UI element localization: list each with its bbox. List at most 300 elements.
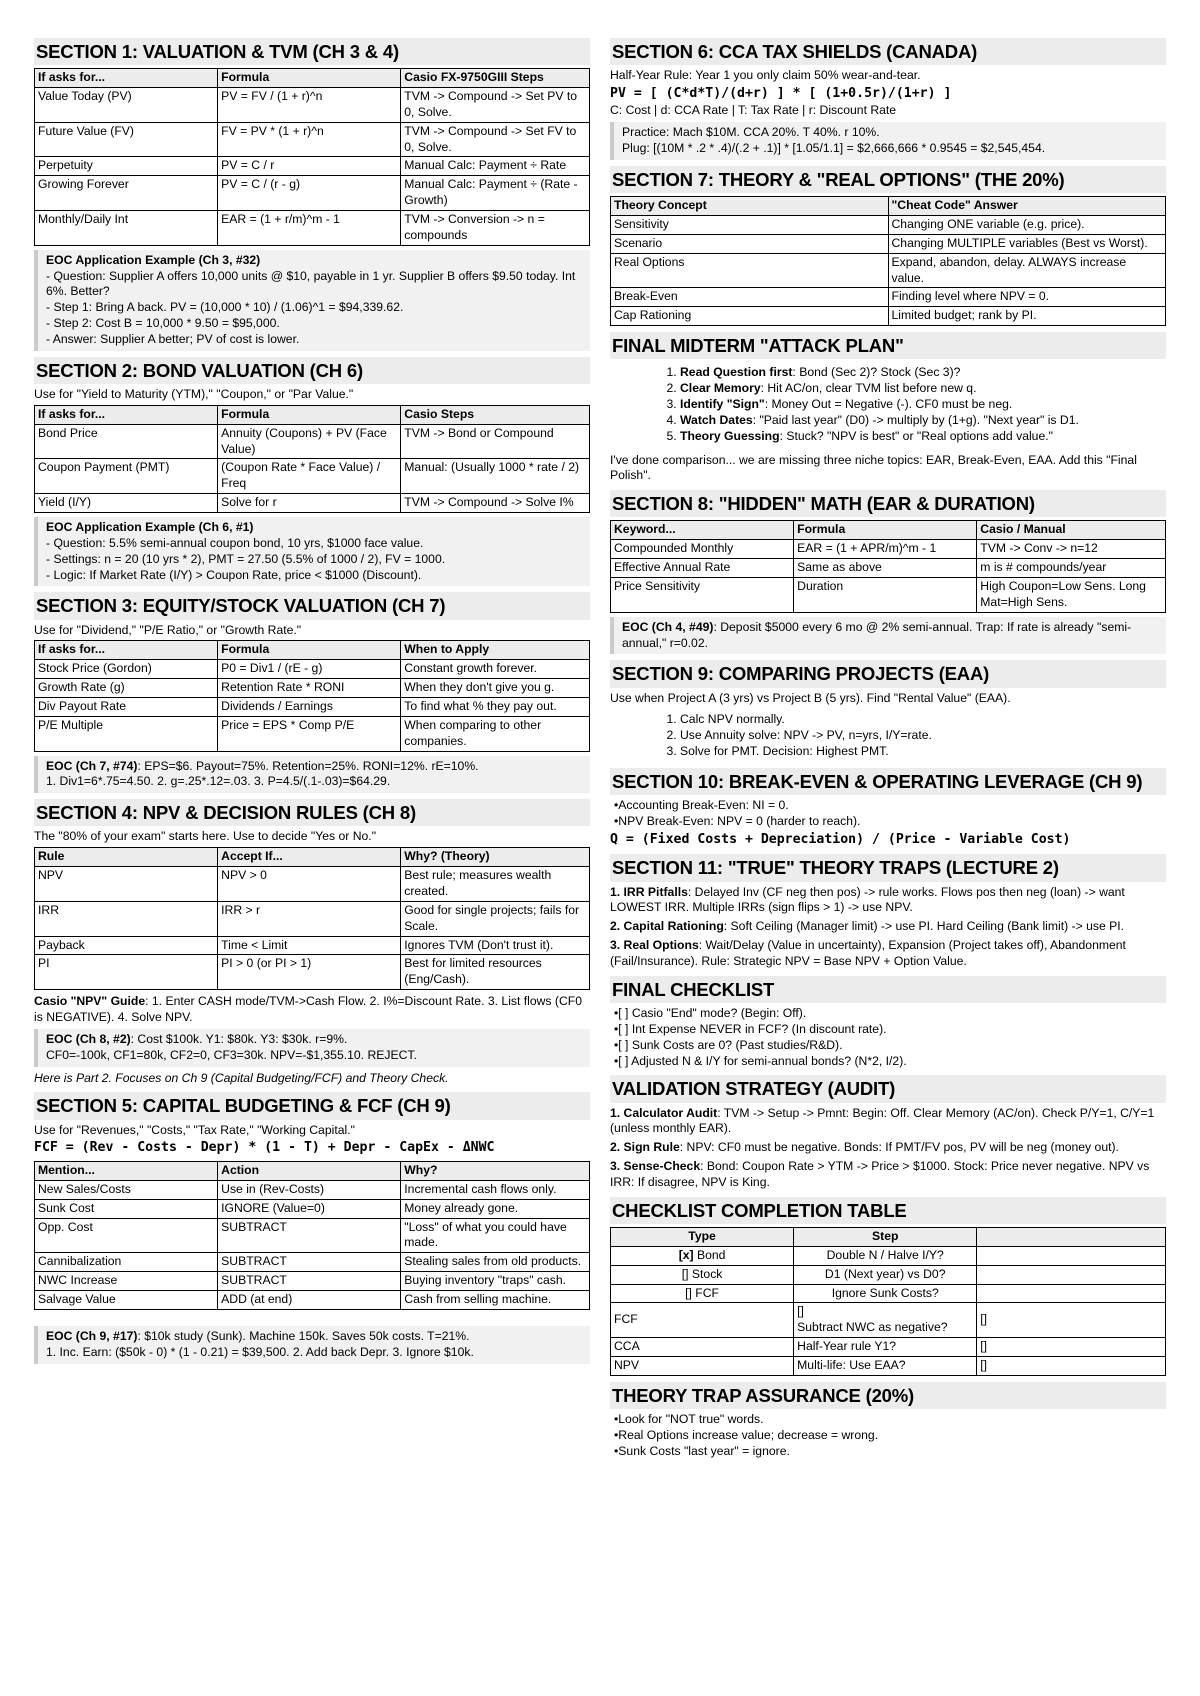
cell: NPV: [611, 1356, 794, 1375]
cell: Dividends / Earnings: [218, 698, 401, 717]
eoc-title: EOC Application Example (Ch 6, #1): [46, 520, 254, 535]
eoc-line: - Question: 5.5% semi-annual coupon bond, 10 yrs, $1000 face value.: [46, 535, 424, 550]
bond-table: [34, 405, 590, 513]
cell: FCF: [611, 1303, 794, 1338]
col-header: Casio FX-9750GIII Steps: [401, 69, 590, 88]
step-text: Subtract NWC as negative?: [797, 1320, 948, 1335]
cell: NPV: [35, 867, 218, 902]
casio-npv-guide: [34, 994, 590, 1026]
theory-trap-assurance: [610, 1382, 1166, 1460]
item-text: : Bond (Sec 2)? Stock (Sec 3)?: [792, 365, 961, 380]
section-5: [34, 1092, 590, 1363]
eoc-line: - Step 2: Cost B = 10,000 * 9.50 = $95,000.: [46, 316, 280, 331]
item-text: : Stuck? "NPV is best" or "Real options add value.": [779, 428, 1053, 443]
cell: High Coupon=Low Sens. Long Mat=High Sens.: [977, 578, 1166, 613]
cell: Sensitivity: [611, 216, 889, 235]
cell: Stock Price (Gordon): [35, 660, 218, 679]
table-row: [35, 211, 590, 246]
plug-line: Plug: [(10M * .2 * .4)/(.2 + .1)] * [1.05/1.1] = $2,666,666 * 0.9545 = $2,545,454.: [622, 141, 1046, 156]
list-item: • [ ] Int Expense NEVER in FCF? (In discount rate).: [614, 1022, 1166, 1038]
table-row: [611, 1284, 1166, 1303]
cell: [977, 1284, 1166, 1303]
trap-item: [610, 919, 1166, 935]
table-row: [611, 253, 1166, 288]
table-row: [35, 955, 590, 990]
cell: ADD (at end): [218, 1290, 401, 1309]
cell: m is # compounds/year: [977, 559, 1166, 578]
section-intro: The "80% of your exam" starts here. Use to decide "Yes or No.": [34, 829, 377, 844]
section-7: [610, 166, 1166, 326]
cell: Buying inventory "traps" cash.: [401, 1272, 590, 1291]
cell: Bond Price: [35, 424, 218, 459]
eoc-title: EOC (Ch 8, #2): [46, 1031, 131, 1046]
theory-table: [610, 196, 1166, 326]
table-row: [611, 1265, 1166, 1284]
cell: Incremental cash flows only.: [401, 1180, 590, 1199]
cell: [977, 1265, 1166, 1284]
list-item: • Look for "NOT true" words.: [614, 1412, 1166, 1428]
col-header: Accept If...: [218, 848, 401, 867]
item-label: Identify "Sign": [680, 397, 765, 412]
list-item: [680, 365, 1166, 381]
assurance-title: THEORY TRAP ASSURANCE (20%): [610, 1382, 1166, 1409]
trap-label: 3. Real Options: [610, 938, 699, 953]
practice-line: Practice: Mach $10M. CCA 20%. T 40%. r 10%.: [622, 125, 880, 140]
section-intro: Use when Project A (3 yrs) vs Project B (5 yrs). Find "Rental Value" (EAA).: [610, 690, 1011, 705]
item-label: Clear Memory: [680, 381, 761, 396]
comparison-note: I've done comparison... we are missing three niche topics: EAR, Break-Even, EAA. Add this "Final Polish".: [610, 452, 1137, 483]
eoc-line: [46, 1032, 584, 1048]
validation-item: [610, 1106, 1166, 1138]
tvm-table: [34, 68, 590, 246]
trap-label: 1. IRR Pitfalls: [610, 884, 688, 899]
cell: SUBTRACT: [218, 1218, 401, 1253]
validation-item: [610, 1140, 1166, 1156]
list-item: 2. Use Annuity solve: NPV -> PV, n=yrs, I/Y=rate.: [680, 728, 1166, 744]
validation-title: VALIDATION STRATEGY (AUDIT): [610, 1075, 1166, 1102]
table-row: [35, 1253, 590, 1272]
section-2: [34, 357, 590, 587]
table-row: [35, 1272, 590, 1291]
table-row: [35, 176, 590, 211]
trap-text: : Soft Ceiling (Manager limit) -> use PI. Hard Ceiling (Bank limit) -> use PI.: [723, 919, 1125, 934]
cell: Limited budget; rank by PI.: [888, 307, 1166, 326]
cell: Compounded Monthly: [611, 540, 794, 559]
cell: P/E Multiple: [35, 716, 218, 751]
cell: Duration: [794, 578, 977, 613]
item-text: : Hit AC/on, clear TVM list before new q.: [760, 381, 977, 396]
cell: Future Value (FV): [35, 122, 218, 157]
final-checklist: [610, 976, 1166, 1070]
eoc-line: - Logic: If Market Rate (I/Y) > Coupon Rate, price < $1000 (Discount).: [46, 567, 422, 582]
item-label: Watch Dates: [680, 412, 753, 427]
trap-text: : Wait/Delay (Value in uncertainty), Expansion (Project takes off), Abandonment (Fail/Insurance). Rule: Strategic NPV = Base NPV + Option Value.: [610, 938, 1126, 968]
eoc-example-box: [34, 250, 590, 351]
cell: IRR: [35, 901, 218, 936]
eoc-line: 1. Div1=6*.75=4.50. 2. g=.25*.12=.03. 3. P=4.5/(.1-.03)=$64.29.: [46, 774, 391, 789]
cell: PV = C / r: [218, 157, 401, 176]
validation-item: [610, 1159, 1166, 1191]
cell: NWC Increase: [35, 1272, 218, 1291]
table-row: [35, 660, 590, 679]
cell: Time < Limit: [218, 936, 401, 955]
eoc-line: - Question: Supplier A offers 10,000 units @ $10, payable in 1 yr. Supplier B offers $9.50 today. Int 6%. Better?: [46, 268, 576, 299]
cell: SUBTRACT: [218, 1253, 401, 1272]
table-row: [35, 1180, 590, 1199]
equity-table: [34, 640, 590, 751]
fcf-table: [34, 1161, 590, 1310]
col-header: Formula: [794, 521, 977, 540]
cell: NPV > 0: [218, 867, 401, 902]
section-9: [610, 660, 1166, 760]
cell: []: [977, 1303, 1166, 1338]
table-row: [35, 459, 590, 494]
col-header: Rule: [35, 848, 218, 867]
eoc-text: : EPS=$6. Payout=75%. Retention=25%. RONI=12%. rE=10%.: [137, 758, 479, 773]
left-column: [34, 38, 590, 1696]
eoc-example-box: [34, 1029, 590, 1067]
eoc-line: [622, 620, 1160, 652]
col-header: When to Apply: [401, 641, 590, 660]
cca-legend: C: Cost | d: CCA Rate | T: Tax Rate | r: Discount Rate: [610, 103, 897, 118]
section-6: [610, 38, 1166, 160]
col-header: Step: [794, 1227, 977, 1246]
eoc-text: : Deposit $5000 every 6 mo @ 2% semi-annual. Trap: If rate is already "semi-annual," r=0.02.: [622, 619, 1132, 650]
validation-text: : TVM -> Setup -> Pmnt: Begin: Off. Clear Memory (AC/on). Check P/Y=1, C/Y=1 (unless monthly EAR).: [610, 1105, 1155, 1136]
checklist-list: [614, 1006, 1166, 1069]
cell: "Loss" of what you could have made.: [401, 1218, 590, 1253]
section-2-title: SECTION 2: BOND VALUATION (CH 6): [34, 357, 590, 384]
part-2-note: Here is Part 2. Focuses on Ch 9 (Capital Budgeting/FCF) and Theory Check.: [34, 1070, 449, 1085]
cell: Finding level where NPV = 0.: [888, 288, 1166, 307]
section-intro: Use for "Dividend," "P/E Ratio," or "Growth Rate.": [34, 622, 302, 637]
cell: Real Options: [611, 253, 889, 288]
cell: [611, 1246, 794, 1265]
attack-plan-list: [680, 365, 1166, 444]
table-row: [35, 1218, 590, 1253]
section-7-title: SECTION 7: THEORY & "REAL OPTIONS" (THE 20%): [610, 166, 1166, 193]
eoc-text: : Cost $100k. Y1: $80k. Y3: $30k. r=9%.: [130, 1031, 348, 1046]
table-header-row: [35, 641, 590, 660]
cell: Opp. Cost: [35, 1218, 218, 1253]
section-6-title: SECTION 6: CCA TAX SHIELDS (CANADA): [610, 38, 1166, 65]
cell: FV = PV * (1 + r)^n: [218, 122, 401, 157]
cell: IRR > r: [218, 901, 401, 936]
cell: [977, 1246, 1166, 1265]
validation-text: : NPV: CF0 must be negative. Bonds: If PMT/FV pos, PV will be neg (money out).: [679, 1140, 1119, 1155]
cell: IGNORE (Value=0): [218, 1199, 401, 1218]
cell: Changing MULTIPLE variables (Best vs Worst).: [888, 234, 1166, 253]
section-4: [34, 799, 590, 1086]
table-header-row: [35, 405, 590, 424]
cell: TVM -> Conv -> n=12: [977, 540, 1166, 559]
table-row: [35, 679, 590, 698]
break-even-formula: Q = (Fixed Costs + Depreciation) / (Price - Variable Cost): [610, 831, 1071, 847]
section-10: [610, 768, 1166, 848]
attack-plan-title: FINAL MIDTERM "ATTACK PLAN": [610, 332, 1166, 359]
cell: Manual Calc: Payment ÷ (Rate - Growth): [401, 176, 590, 211]
cell: Multi-life: Use EAA?: [794, 1356, 977, 1375]
list-item: • [ ] Sunk Costs are 0? (Past studies/R&D).: [614, 1038, 1166, 1054]
validation-label: 3. Sense-Check: [610, 1159, 701, 1174]
guide-text: : 1. Enter CASH mode/TVM->Cash Flow. 2. I%=Discount Rate. 3. List flows (CF0 is NEGATIVE). 4. Solve NPV.: [34, 994, 582, 1025]
type-text: Bond: [693, 1247, 726, 1262]
section-11-title: SECTION 11: "TRUE" THEORY TRAPS (LECTURE 2): [610, 854, 1166, 881]
table-row: [611, 578, 1166, 613]
trap-item: [610, 938, 1166, 970]
cell: When they don't give you g.: [401, 679, 590, 698]
eoc-example-box: [610, 617, 1166, 655]
table-row: [611, 540, 1166, 559]
cell: TVM -> Bond or Compound: [401, 424, 590, 459]
list-item: 1. Calc NPV normally.: [680, 712, 1166, 728]
cell: Perpetuity: [35, 157, 218, 176]
cell: [794, 1303, 977, 1338]
list-item: [680, 429, 1166, 445]
cell: TVM -> Conversion -> n = compounds: [401, 211, 590, 246]
cell: Changing ONE variable (e.g. price).: [888, 216, 1166, 235]
npv-rules-table: [34, 847, 590, 990]
cell: Good for single projects; fails for Scale.: [401, 901, 590, 936]
table-row: [611, 1338, 1166, 1357]
cell: Growth Rate (g): [35, 679, 218, 698]
cell: Price = EPS * Comp P/E: [218, 716, 401, 751]
validation-label: 2. Sign Rule: [610, 1140, 680, 1155]
cell: New Sales/Costs: [35, 1180, 218, 1199]
validation-label: 1. Calculator Audit: [610, 1105, 718, 1120]
table-header-row: [611, 197, 1166, 216]
eoc-line: CF0=-100k, CF1=80k, CF2=0, CF3=30k. NPV=-$1,355.10. REJECT.: [46, 1047, 417, 1062]
col-header: Theory Concept: [611, 197, 889, 216]
table-row: [611, 559, 1166, 578]
eaa-steps-list: [680, 712, 1166, 760]
list-item: [680, 397, 1166, 413]
section-1-title: SECTION 1: VALUATION & TVM (CH 3 & 4): [34, 38, 590, 65]
cell: TVM -> Compound -> Set PV to 0, Solve.: [401, 87, 590, 122]
cell: []: [977, 1356, 1166, 1375]
cell: D1 (Next year) vs D0?: [794, 1265, 977, 1284]
section-intro: Half-Year Rule: Year 1 you only claim 50% wear-and-tear.: [610, 68, 921, 83]
item-label: Theory Guessing: [680, 428, 780, 443]
list-item: [680, 413, 1166, 429]
cca-formula: PV = [ (C*d*T)/(d+r) ] * [ (1+0.5r)/(1+r) ]: [610, 85, 952, 101]
table-row: [611, 307, 1166, 326]
table-header-row: [35, 69, 590, 88]
cell: P0 = Div1 / (rE - g): [218, 660, 401, 679]
cell: Half-Year rule Y1?: [794, 1338, 977, 1357]
trap-label: 2. Capital Rationing: [610, 919, 724, 934]
completion-title: CHECKLIST COMPLETION TABLE: [610, 1197, 1166, 1224]
table-row: [611, 234, 1166, 253]
list-item: • Accounting Break-Even: NI = 0.: [614, 798, 1166, 814]
cell: Manual: (Usually 1000 * rate / 2): [401, 459, 590, 494]
cell: Growing Forever: [35, 176, 218, 211]
table-row: [35, 1199, 590, 1218]
eoc-example-box: [34, 517, 590, 586]
cell: Best for limited resources (Eng/Cash).: [401, 955, 590, 990]
cell: []: [977, 1338, 1166, 1357]
cell: SUBTRACT: [218, 1272, 401, 1291]
item-label: Read Question first: [680, 365, 793, 380]
col-header: "Cheat Code" Answer: [888, 197, 1166, 216]
eoc-line: - Step 1: Bring A back. PV = (10,000 * 10) / (1.06)^1 = $94,339.62.: [46, 300, 404, 315]
assurance-list: [614, 1412, 1166, 1460]
cell: Coupon Payment (PMT): [35, 459, 218, 494]
completion-table: [610, 1227, 1166, 1376]
col-header: If asks for...: [35, 69, 218, 88]
col-header: Formula: [218, 405, 401, 424]
table-row: [611, 288, 1166, 307]
final-checklist-title: FINAL CHECKLIST: [610, 976, 1166, 1003]
break-even-list: [614, 798, 1166, 830]
table-header-row: [611, 521, 1166, 540]
eoc-line: [46, 1329, 584, 1345]
table-row: [35, 901, 590, 936]
table-row: [35, 936, 590, 955]
table-header-row: [35, 1161, 590, 1180]
cell: TVM -> Compound -> Set FV to 0, Solve.: [401, 122, 590, 157]
section-10-title: SECTION 10: BREAK-EVEN & OPERATING LEVERAGE (CH 9): [610, 768, 1166, 795]
cell: Break-Even: [611, 288, 889, 307]
item-text: : Money Out = Negative (-). CF0 must be neg.: [764, 397, 1013, 412]
section-3-title: SECTION 3: EQUITY/STOCK VALUATION (CH 7): [34, 592, 590, 619]
cell: Use in (Rev-Costs): [218, 1180, 401, 1199]
col-header: Type: [611, 1227, 794, 1246]
section-8-title: SECTION 8: "HIDDEN" MATH (EAR & DURATION): [610, 490, 1166, 517]
eoc-line: - Answer: Supplier A better; PV of cost is lower.: [46, 332, 300, 347]
item-text: : "Paid last year" (D0) -> multiply by (1+g). "Next year" is D1.: [752, 412, 1079, 427]
list-item: • NPV Break-Even: NPV = 0 (harder to reach).: [614, 814, 1166, 830]
list-item: • [ ] Casio "End" mode? (Begin: Off).: [614, 1006, 1166, 1022]
eoc-title: EOC (Ch 7, #74): [46, 758, 138, 773]
section-4-title: SECTION 4: NPV & DECISION RULES (CH 8): [34, 799, 590, 826]
table-row: [35, 424, 590, 459]
cell: [] Stock: [611, 1265, 794, 1284]
eoc-example-box: [34, 1326, 590, 1364]
guide-label: Casio "NPV" Guide: [34, 994, 146, 1009]
trap-text: : Delayed Inv (CF neg then pos) -> rule works. Flows pos then neg (loan) -> want LOWEST IRR. Multiple IRRs (sign flips > 1) -> use NPV.: [610, 884, 1125, 915]
table-row: [611, 216, 1166, 235]
cell: Scenario: [611, 234, 889, 253]
cell: TVM -> Compound -> Solve I%: [401, 494, 590, 513]
table-row: [35, 716, 590, 751]
list-item: 3. Solve for PMT. Decision: Highest PMT.: [680, 744, 1166, 760]
eoc-title: EOC Application Example (Ch 3, #32): [46, 252, 261, 267]
cell: Ignore Sunk Costs?: [794, 1284, 977, 1303]
hidden-math-table: [610, 520, 1166, 612]
table-header-row: [611, 1227, 1166, 1246]
cell: Monthly/Daily Int: [35, 211, 218, 246]
eoc-title: EOC (Ch 9, #17): [46, 1328, 138, 1343]
list-item: • Real Options increase value; decrease = wrong.: [614, 1428, 1166, 1444]
col-header: Formula: [218, 641, 401, 660]
checklist-completion: [610, 1197, 1166, 1376]
col-header: Why?: [401, 1161, 590, 1180]
cell: Price Sensitivity: [611, 578, 794, 613]
table-row: [611, 1246, 1166, 1265]
col-header: If asks for...: [35, 405, 218, 424]
trap-item: [610, 885, 1166, 917]
table-row: [35, 157, 590, 176]
table-row: [35, 87, 590, 122]
section-intro: Use for "Revenues," "Costs," "Tax Rate," "Working Capital.": [34, 1122, 355, 1137]
table-row: [35, 698, 590, 717]
cell: Best rule; measures wealth created.: [401, 867, 590, 902]
section-intro: Use for "Yield to Maturity (YTM)," "Coupon," or "Par Value.": [34, 387, 354, 401]
table-row: [35, 494, 590, 513]
fcf-formula: FCF = (Rev - Costs - Depr) * (1 - T) + Depr - CapEx - ΔNWC: [34, 1140, 495, 1156]
table-row: [35, 867, 590, 902]
cell: Payback: [35, 936, 218, 955]
cell: PI > 0 (or PI > 1): [218, 955, 401, 990]
col-header: Why? (Theory): [401, 848, 590, 867]
col-header: If asks for...: [35, 641, 218, 660]
cell: Effective Annual Rate: [611, 559, 794, 578]
cell: Value Today (PV): [35, 87, 218, 122]
section-11: [610, 854, 1166, 969]
cell: Retention Rate * RONI: [218, 679, 401, 698]
table-header-row: [35, 848, 590, 867]
cell: Constant growth forever.: [401, 660, 590, 679]
eoc-line: - Settings: n = 20 (10 yrs * 2), PMT = 27.50 (5.5% of 1000 / 2), FV = 1000.: [46, 551, 446, 566]
eoc-example-box: [34, 756, 590, 794]
cell: Ignores TVM (Don't trust it).: [401, 936, 590, 955]
validation-strategy: [610, 1075, 1166, 1190]
table-row: [611, 1356, 1166, 1375]
cell: Solve for r: [218, 494, 401, 513]
attack-plan: [610, 332, 1166, 484]
cell: PV = FV / (1 + r)^n: [218, 87, 401, 122]
eoc-line: 1. Inc. Earn: ($50k - 0) * (1 - 0.21) = $39,500. 2. Add back Depr. 3. Ignore $10k.: [46, 1344, 474, 1359]
list-item: • [ ] Adjusted N & I/Y for semi-annual bonds? (N*2, I/2).: [614, 1054, 1166, 1070]
cell: Expand, abandon, delay. ALWAYS increase value.: [888, 253, 1166, 288]
cell: Annuity (Coupons) + PV (Face Value): [218, 424, 401, 459]
right-column: [610, 38, 1166, 1696]
checked-mark: [x]: [678, 1247, 694, 1262]
cell: PV = C / (r - g): [218, 176, 401, 211]
cell: Cap Rationing: [611, 307, 889, 326]
validation-text: : Bond: Coupon Rate > YTM -> Price > $1000. Stock: Price never negative. NPV vs IRR: If disagree, NPV is King.: [610, 1159, 1150, 1189]
cell: [] FCF: [611, 1284, 794, 1303]
col-header: Casio Steps: [401, 405, 590, 424]
cell: Sunk Cost: [35, 1199, 218, 1218]
list-item: [680, 381, 1166, 397]
section-9-title: SECTION 9: COMPARING PROJECTS (EAA): [610, 660, 1166, 687]
cell: Cash from selling machine.: [401, 1290, 590, 1309]
table-row: [611, 1303, 1166, 1338]
cell: To find what % they pay out.: [401, 698, 590, 717]
table-row: [35, 1290, 590, 1309]
cell: EAR = (1 + r/m)^m - 1: [218, 211, 401, 246]
col-header: Formula: [218, 69, 401, 88]
cell: Stealing sales from old products.: [401, 1253, 590, 1272]
cell: PI: [35, 955, 218, 990]
col-header: Keyword...: [611, 521, 794, 540]
section-8: [610, 490, 1166, 654]
section-5-title: SECTION 5: CAPITAL BUDGETING & FCF (CH 9): [34, 1092, 590, 1119]
section-3: [34, 592, 590, 793]
eoc-line: [46, 759, 584, 775]
col-header: [977, 1227, 1166, 1246]
eoc-title: EOC (Ch 4, #49): [622, 619, 714, 634]
cell: Manual Calc: Payment ÷ Rate: [401, 157, 590, 176]
check-box-text: []: [797, 1304, 804, 1319]
table-row: [35, 122, 590, 157]
cell: Yield (I/Y): [35, 494, 218, 513]
cell: EAR = (1 + APR/m)^m - 1: [794, 540, 977, 559]
cell: When comparing to other companies.: [401, 716, 590, 751]
eoc-text: : $10k study (Sunk). Machine 150k. Saves 50k costs. T=21%.: [137, 1328, 470, 1343]
